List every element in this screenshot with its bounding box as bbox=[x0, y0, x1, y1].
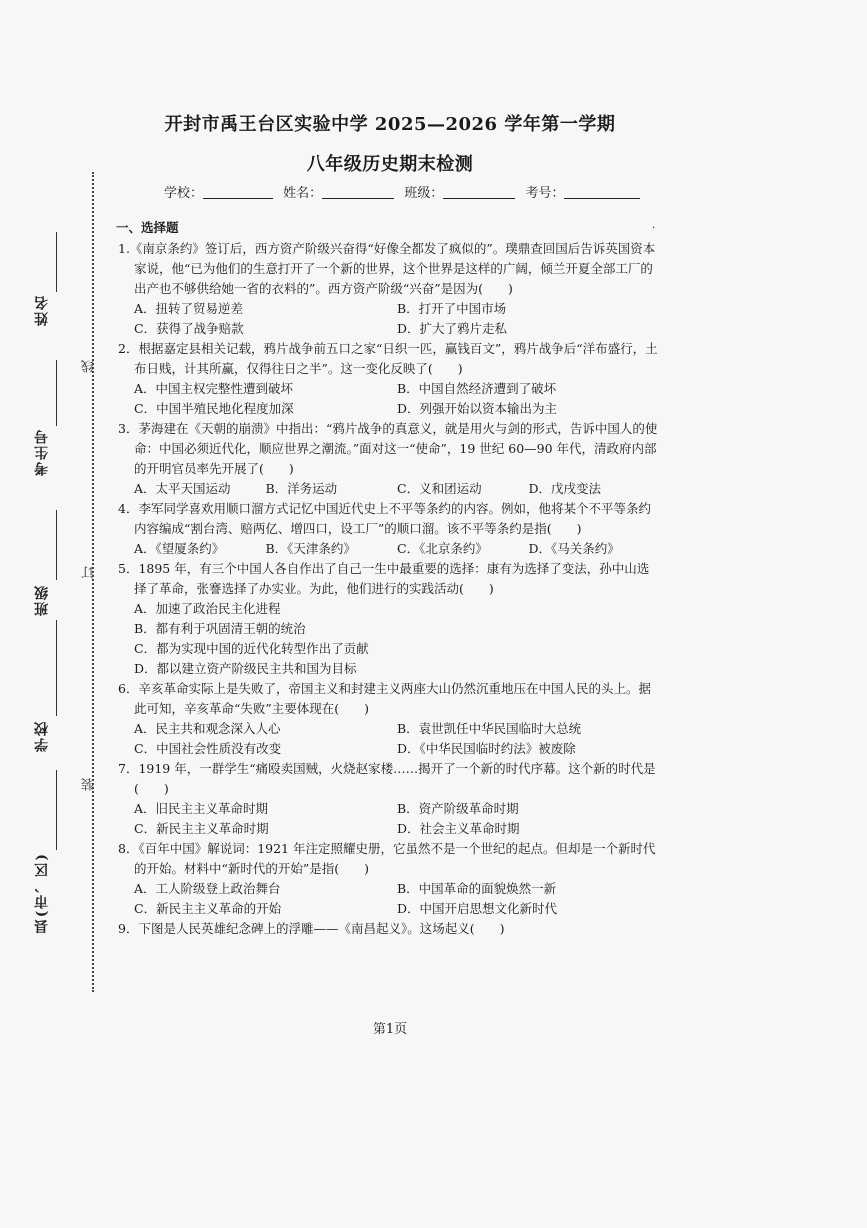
options-group bbox=[116, 299, 660, 339]
question-4 bbox=[116, 499, 660, 559]
question-stem: 1.《南京条约》签订后，西方资产阶级兴奋得“好像全都发了疯似的”。璞鼎查回国后告诉英国资本家说，他“已为他们的生意打开了一个新的世界，这个世界是这样的广阔，倾兰开夏全部工厂的出产也不够供给她一省的衣料的”。西方资产阶级“兴奋”是因为( ) bbox=[118, 241, 656, 296]
option-b[interactable]: B．袁世凯任中华民国临时大总统 bbox=[397, 721, 582, 736]
class-blank[interactable] bbox=[443, 186, 515, 199]
question-stem: 7．1919 年，一群学生“痛殴卖国贼，火烧赵家楼……揭开了一个新的时代序幕。这个新的时代是( ) bbox=[118, 761, 656, 796]
question-stem: 9．下图是人民英雄纪念碑上的浮雕——《南昌起义》。这场起义( ) bbox=[118, 921, 505, 936]
option-a[interactable]: A．工人阶级登上政治舞台 bbox=[134, 881, 281, 896]
option-b[interactable]: B．资产阶级革命时期 bbox=[397, 801, 519, 816]
name-blank[interactable] bbox=[322, 186, 394, 199]
exam-title: 开封市禹王台区实验中学 2025—2026 学年第一学期 bbox=[164, 114, 616, 135]
question-8 bbox=[116, 839, 660, 919]
name-blank-line bbox=[56, 232, 57, 292]
options-group bbox=[116, 539, 660, 559]
question-9 bbox=[116, 919, 660, 939]
option-b[interactable]: B．中国自然经济遭到了破坏 bbox=[397, 381, 557, 396]
options-group bbox=[116, 599, 660, 679]
sidebar-school-label: 学校 bbox=[34, 720, 50, 752]
option-b[interactable]: B．都有利于巩固清王朝的统治 bbox=[134, 621, 306, 636]
school-blank[interactable] bbox=[203, 186, 273, 199]
question-2 bbox=[116, 339, 660, 419]
option-a[interactable]: A．中国主权完整性遭到破坏 bbox=[134, 381, 294, 396]
option-a[interactable]: A．加速了政治民主化进程 bbox=[134, 601, 281, 616]
question-section bbox=[116, 218, 660, 939]
binding-mark-zhuang: 装 bbox=[82, 778, 97, 791]
page-number: 第1页 bbox=[372, 1022, 408, 1037]
option-a[interactable]: A．旧民主主义革命时期 bbox=[134, 801, 269, 816]
class-blank-line bbox=[56, 510, 57, 580]
option-d[interactable]: D．社会主义革命时期 bbox=[397, 821, 520, 836]
student-info-row bbox=[164, 182, 646, 201]
option-b[interactable]: B．洋务运动 bbox=[265, 481, 338, 496]
school-blank-line bbox=[56, 620, 57, 716]
options-group bbox=[116, 479, 660, 499]
question-7 bbox=[116, 759, 660, 839]
option-d[interactable]: D．扩大了鸦片走私 bbox=[397, 321, 508, 336]
option-c[interactable]: C．义和团运动 bbox=[397, 481, 482, 496]
binding-mark-xian: 线 bbox=[82, 360, 97, 373]
options-group bbox=[116, 879, 660, 919]
option-c[interactable]: C．中国半殖民地化程度加深 bbox=[134, 401, 294, 416]
question-stem: 4．李军同学喜欢用顺口溜方式记忆中国近代史上不平等条约的内容。例如，他将某个不平等条约内容编成“割台湾、赔两亿、增四口，设工厂”的顺口溜。该不平等条约是指( ) bbox=[118, 501, 651, 536]
exam-no-blank-line bbox=[56, 360, 57, 426]
county-blank-line bbox=[56, 770, 57, 850]
sidebar-county-label: 县(市、区) bbox=[34, 852, 50, 934]
question-6 bbox=[116, 679, 660, 759]
option-d[interactable]: D．《中华民国临时约法》被废除 bbox=[397, 741, 576, 756]
sidebar-class-label: 班级 bbox=[34, 584, 50, 616]
name-label: 姓名： bbox=[283, 186, 323, 201]
option-b[interactable]: B．打开了中国市场 bbox=[397, 301, 507, 316]
question-stem: 5．1895 年，有三个中国人各自作出了自己一生中最重要的选择：康有为选择了变法，孙中山选择了革命，张謇选择了办实业。为此，他们进行的实践活动( ) bbox=[118, 561, 650, 596]
option-c[interactable]: C．中国社会性质没有改变 bbox=[134, 741, 282, 756]
option-d[interactable]: D．《马关条约》 bbox=[528, 541, 620, 556]
option-c[interactable]: C．新民主主义革命的开始 bbox=[134, 901, 282, 916]
question-stem: 3．茅海建在《天朝的崩溃》中指出：“鸦片战争的真意义，就是用火与剑的形式，告诉中国人的使命：中国必须近代化，顺应世界之潮流。”面对这一“使命”，19 世纪 60—90 年代，清政府内部的开明官员率先开展了( ) bbox=[118, 421, 658, 476]
exam-number-blank[interactable] bbox=[564, 186, 640, 199]
option-b[interactable]: B．中国革命的面貌焕然一新 bbox=[397, 881, 557, 896]
option-b[interactable]: B．《天津条约》 bbox=[265, 541, 356, 556]
question-stem: 6．辛亥革命实际上是失败了，帝国主义和封建主义两座大山仍然沉重地压在中国人民的头上。据此可知，辛亥革命“失败”主要体现在( ) bbox=[118, 681, 651, 716]
option-d[interactable]: D．都以建立资产阶级民主共和国为目标 bbox=[134, 661, 357, 676]
question-stem: 8．《百年中国》解说词：1921 年注定照耀史册，它虽然不是一个世纪的起点。但却是一个新时代的开始。材料中“新时代的开始”是指( ) bbox=[118, 841, 656, 876]
option-c[interactable]: C．都为实现中国的近代化转型作出了贡献 bbox=[134, 641, 369, 656]
exam-subtitle: 八年级历史期末检测 bbox=[306, 154, 474, 175]
options-group bbox=[116, 719, 660, 759]
options-group bbox=[116, 799, 660, 839]
option-a[interactable]: A．太平天国运动 bbox=[134, 481, 231, 496]
sidebar-exam-no-label: 考生号 bbox=[34, 428, 50, 476]
question-1 bbox=[116, 239, 660, 339]
option-d[interactable]: D．中国开启思想文化新时代 bbox=[397, 901, 558, 916]
exam-number-label: 考号： bbox=[525, 186, 565, 201]
sidebar-name-label: 姓名 bbox=[34, 294, 50, 326]
question-3 bbox=[116, 419, 660, 499]
option-d[interactable]: D．戊戌变法 bbox=[528, 481, 602, 496]
school-label: 学校： bbox=[164, 186, 204, 201]
stray-mark: · bbox=[652, 223, 656, 234]
option-c[interactable]: C．《北京条约》 bbox=[397, 541, 488, 556]
option-d[interactable]: D．列强开始以资本输出为主 bbox=[397, 401, 558, 416]
question-stem: 2．根据嘉定县相关记载，鸦片战争前五口之家“日织一匹，赢钱百文”，鸦片战争后“洋布盛行，土布日贱，计其所赢，仅得往日之半”。这一变化反映了( ) bbox=[118, 341, 658, 376]
question-5 bbox=[116, 559, 660, 679]
option-c[interactable]: C．获得了战争赔款 bbox=[134, 321, 244, 336]
class-label: 班级： bbox=[404, 186, 444, 201]
binding-dotted-line bbox=[92, 172, 94, 992]
option-a[interactable]: A．扭转了贸易逆差 bbox=[134, 301, 244, 316]
option-a[interactable]: A．《望厦条约》 bbox=[134, 541, 225, 556]
options-group bbox=[116, 379, 660, 419]
option-a[interactable]: A．民主共和观念深入人心 bbox=[134, 721, 281, 736]
binding-mark-ding: 订 bbox=[82, 566, 97, 579]
section-title: 一、选择题 bbox=[116, 220, 179, 235]
option-c[interactable]: C．新民主主义革命时期 bbox=[134, 821, 269, 836]
